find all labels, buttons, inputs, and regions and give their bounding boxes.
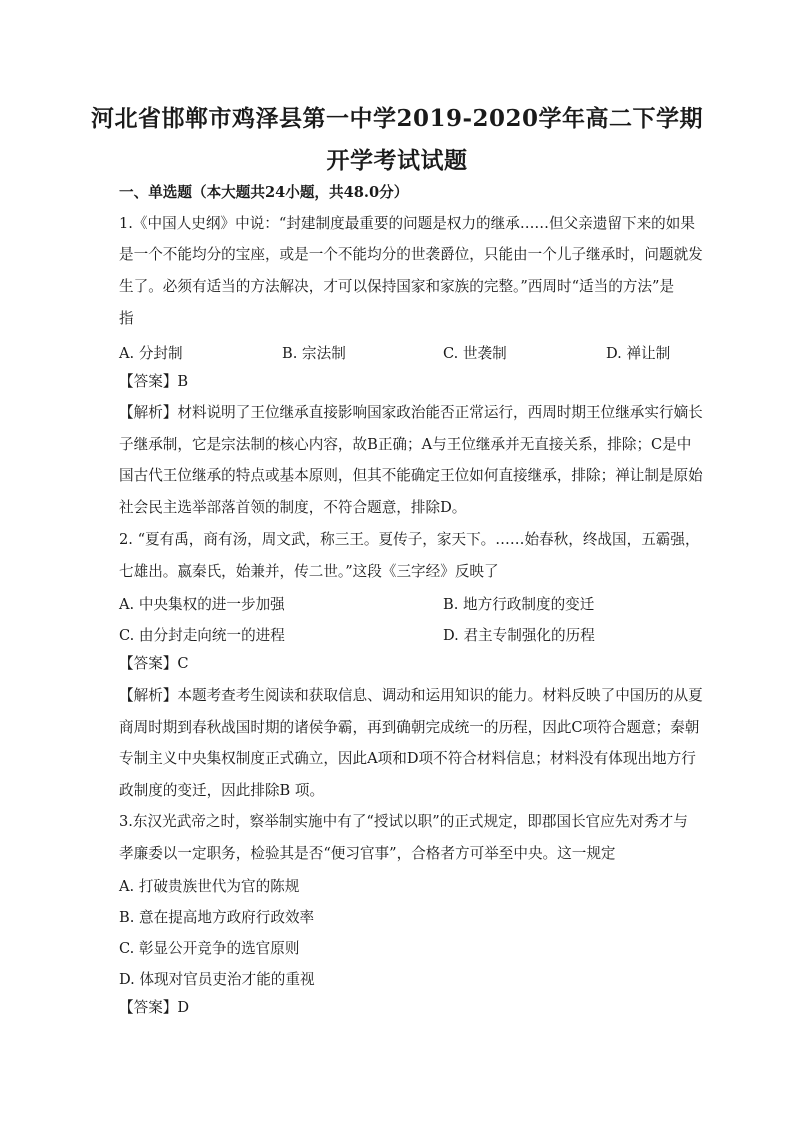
q1-analysis-line: 社会民主选举部落首领的制度，不符合题意，排除D。 [119,499,467,516]
q2-option-d: D. 君主专制强化的历程 [443,627,595,644]
q2-analysis-line: 【解析】本题考查考生阅读和获取信息、调动和运用知识的能力。材料反映了中国历的从夏 [119,687,703,704]
q1-stem-line: 1.《中国人史纲》中说：“封建制度最重要的问题是权力的继承……但父亲遗留下来的如果 [119,215,695,232]
section-heading: 一、单选题（本大题共24小题，共48.0分） [119,184,409,201]
q2-analysis-line: 专制主义中央集权制度正式确立，因此A项和D项不符合材料信息；材料没有体现出地方行 [119,750,696,767]
q3-answer: 【答案】D [119,999,190,1016]
q1-analysis-line: 国古代王位继承的特点或基本原则，但其不能确定王位如何直接继承，排除；禅让制是原始 [119,467,703,484]
q1-analysis-line: 子继承制，它是宗法制的核心内容，故B正确；A与王位继承并无直接关系，排除；C是中 [119,436,692,453]
q1-stem-line: 生了。必须有适当的方法解决，才可以保持国家和家族的完整。”西周时“适当的方法”是 [119,278,675,295]
q1-option-d: D. 禅让制 [606,345,671,362]
q2-stem-line: 七雄出。嬴秦氏，始兼并，传二世。”这段《三字经》反映了 [119,563,499,580]
q3-option-b: B. 意在提高地方政府行政效率 [119,909,315,926]
q2-answer: 【答案】C [119,655,189,672]
q3-option-d: D. 体现对官员吏治才能的重视 [119,971,315,988]
q2-analysis-line: 政制度的变迁，因此排除B 项。 [119,782,325,799]
q3-stem-line: 孝廉委以一定职务，检验其是否“便习官事”，合格者方可举至中央。这一规定 [119,845,616,862]
q2-option-c: C. 由分封走向统一的进程 [119,627,285,644]
q1-option-b: B. 宗法制 [282,345,346,362]
q3-stem-line: 3.东汉光武帝之时，察举制实施中有了“授试以职”的正式规定，即郡国长官应先对秀才与 [119,813,688,830]
q1-analysis-line: 【解析】材料说明了王位继承直接影响国家政治能否正常运行，西周时期王位继承实行嫡长 [119,404,703,421]
q3-option-c: C. 彰显公开竞争的选官原则 [119,940,300,957]
q1-stem-line: 是一个不能均分的宝座，或是一个不能均分的世袭爵位，只能由一个儿子继承时，问题就发 [119,246,703,263]
q2-analysis-line: 商周时期到春秋战国时期的诸侯争霸，再到确朝完成统一的历程，因此C项符合题意；秦朝 [119,719,700,736]
q2-option-a: A. 中央集权的进一步加强 [119,596,285,613]
document-title-line-1: 河北省邯郸市鸡泽县第一中学2019-2020学年高二下学期 [90,105,704,132]
q2-option-b: B. 地方行政制度的变迁 [443,596,595,613]
document-title-line-2: 开学考试试题 [326,147,468,174]
q1-stem-line: 指 [119,310,134,327]
q3-option-a: A. 打破贵族世代为官的陈规 [119,878,300,895]
q1-option-a: A. 分封制 [119,345,183,362]
q2-stem-line: 2. “夏有禹，商有汤，周文武，称三王。夏传子，家天下。……始春秋，终战国，五霸强， [119,531,700,548]
q1-answer: 【答案】B [119,373,189,390]
q1-option-c: C. 世袭制 [443,345,507,362]
